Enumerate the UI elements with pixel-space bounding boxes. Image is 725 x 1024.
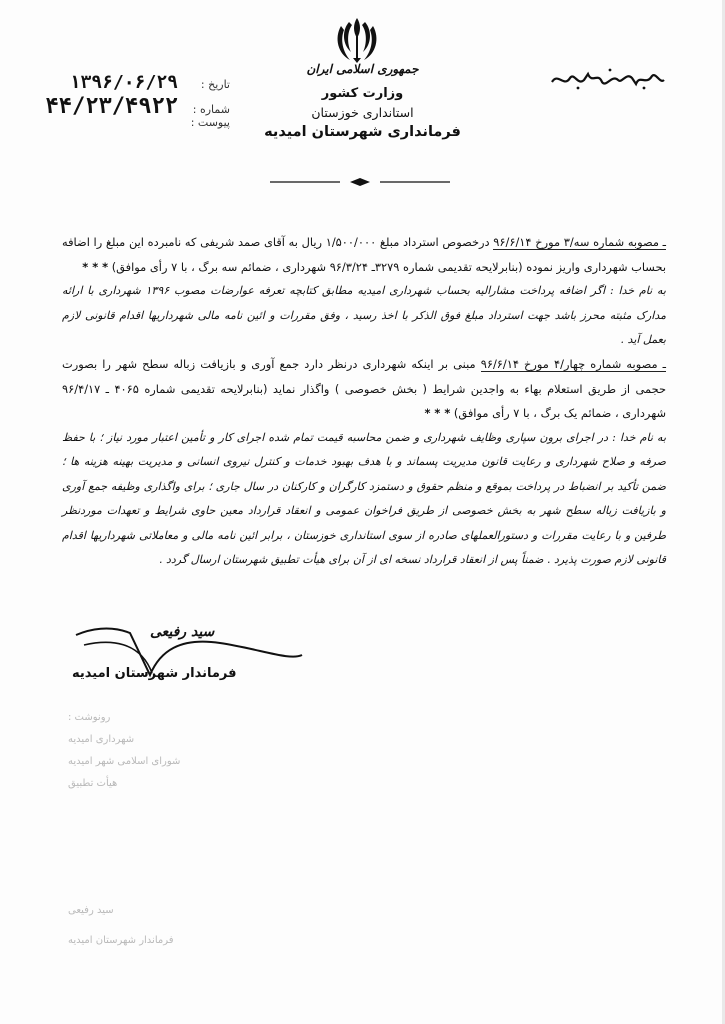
- resolution-3-text: درخصوص استرداد مبلغ ۱/۵۰۰/۰۰۰ ریال به آقای صمد شریفی که نامبرده این مبلغ را اضافه بحساب شهرداری واریز نموده (بنابرلایحه تقدیمی شماره ۳۲۷۹ـ ۹۶/۳/۲۴ شهرداری ، ضمائم سه برگ ، با ۷ رأی موافق): [62, 235, 666, 274]
- date-row: [0, 72, 230, 94]
- cc-line: رونوشت :: [68, 712, 111, 723]
- cc-line: شورای اسلامی شهر امیدیه: [68, 756, 181, 767]
- number-row: [0, 94, 230, 119]
- ministry-name: وزارت کشور: [321, 86, 404, 101]
- number-value: ۴۴/۲۳/۴۹۲۲: [45, 94, 178, 119]
- letter-meta: [0, 72, 230, 138]
- resolution-4: [62, 352, 666, 573]
- cc-line: شهرداری امیدیه: [68, 734, 135, 745]
- cc-line: هیأت تطبیق: [68, 778, 118, 789]
- attachment-label: پیوست :: [190, 116, 230, 129]
- resolution-3: [62, 230, 666, 353]
- province-name: استانداری خوزستان: [311, 105, 414, 120]
- attachment-row: [0, 116, 230, 138]
- signatory-title: فرماندار شهرستان امیدیه: [72, 666, 237, 681]
- resolution-3-body: [62, 230, 666, 279]
- number-label: شماره :: [192, 103, 230, 116]
- resolution-4-body: [62, 352, 666, 426]
- date-value: ۱۳۹۶/۰۶/۲۹: [69, 72, 178, 93]
- resolution-3-stars: * * *: [82, 259, 109, 274]
- resolution-4-decision: به نام خدا : در اجرای برون سپاری وظایف شهرداری و ضمن محاسبه قیمت تمام شده اجرای کار و تأمین اعتبار مورد نیاز ؛ با حفظ صرفه و صلاح شهرداری و رعایت قانون مدیریت پسماند و با هدف بهبود خدمات و کنترل نیروی انسانی و مدیریت بهینه هزینه ها ؛ ضمن تأکید بر انضباط در پرداخت بموقع و منظم حقوق و دستمزد کارگران و کارکنان در سال جاری ؛ برای واگذاری وظیفه جمع آوری و بازیافت زباله سطح شهر به بخش خصوصی از طریق فراخوان عمومی و انعقاد قرارداد معین حاوی شرایط و تعهدات موردنظر طرفین و با رعایت مقررات و دستورالعملهای صادره از سوی استانداری خوزستان ، برابر ائین نامه مالی و معاملاتی شهرداریها اقدام قانونی لازم صورت پذیرد . ضمناً پس از انعقاد قرارداد نسخه ای از آن برای هیأت تطبیق شهرستان ارسال گردد .: [62, 430, 666, 566]
- country-name: جمهوری اسلامی ایران: [306, 62, 419, 76]
- cc-signature-title: فرماندار شهرستان امیدیه: [68, 935, 174, 946]
- resolution-4-stars: * * *: [424, 406, 451, 420]
- cc-signature-name: سید رفیعی: [68, 905, 114, 916]
- iran-emblem-icon: [334, 14, 380, 64]
- letterhead: [250, 62, 475, 140]
- signatory-name: سید رفیعی: [150, 624, 215, 640]
- resolution-4-heading: ـ مصوبه شماره چهار/۴ مورخ ۹۶/۶/۱۴: [480, 357, 666, 371]
- resolution-3-heading: ـ مصوبه شماره سه/۳ مورخ ۹۶/۶/۱۴: [493, 235, 666, 249]
- resolution-4-text: مبنی بر اینکه شهرداری درنظر دارد جمع آوری و بازیافت زباله سطح شهر را بصورت حجمی از طریق استعلام بهاء به واجدین شرایط ( بخش خصوصی ) واگذار نماید (بنابرلایحه تقدیمی شماره ۴۰۶۵ ـ ۹۶/۴/۱۷ شهرداری ، ضمائم یک برگ ، با ۷ رأی موافق): [62, 357, 666, 420]
- svg-text:باسمه تعالی: باسمه تعالی: [605, 90, 611, 91]
- basmala-calligraphy: [548, 66, 668, 92]
- resolution-3-decision: به نام خدا : اگر اضافه پرداخت مشارالیه بحساب شهرداری امیدیه مطابق کتابچه تعرفه عوارضات مصوب ۱۳۹۶ شهرداری با ارائه مدارک مثبته محرز باشد جهت استرداد مبلغ فوق الذکر با اخذ رسید ، وفق مقررات و ائین نامه مالی شهرداریها اقدام قانونی لازم بعمل آید .: [62, 284, 666, 346]
- office-name: فرمانداری شهرستان امیدیه: [264, 124, 461, 140]
- date-label: تاریخ :: [200, 78, 230, 91]
- header-divider: [270, 178, 450, 186]
